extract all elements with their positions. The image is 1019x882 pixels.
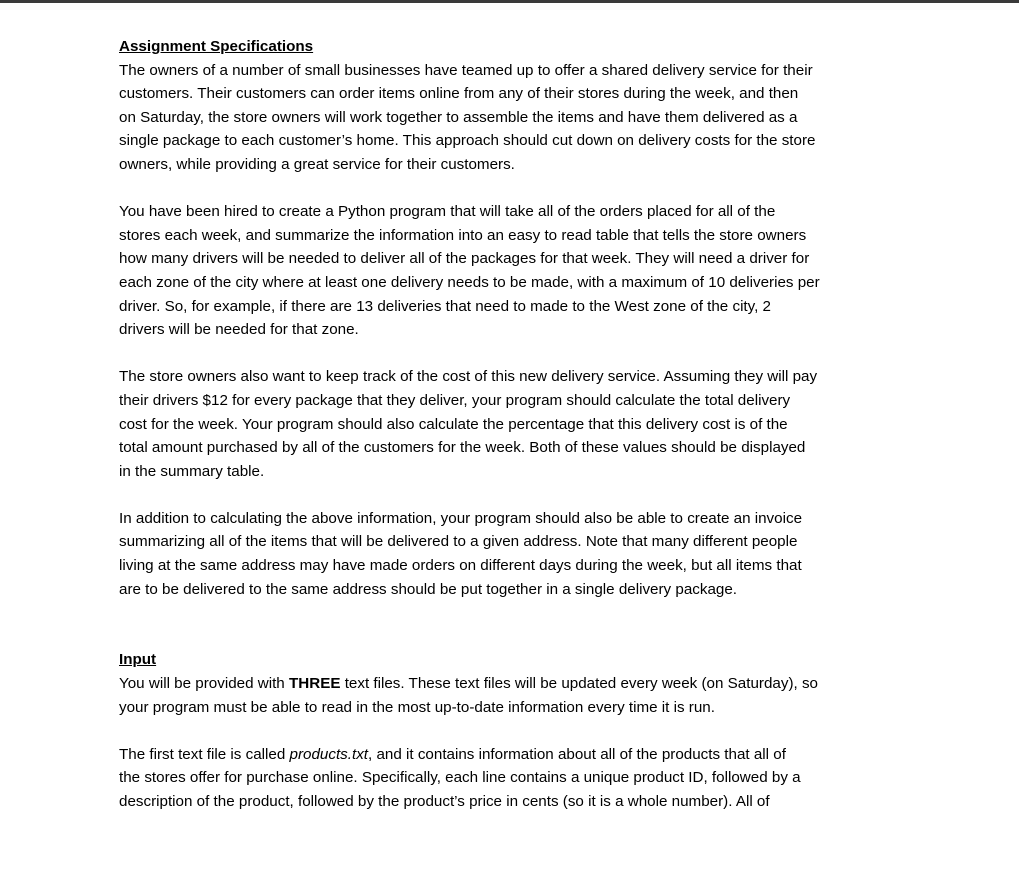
- text-line: In addition to calculating the above information, your program should also be able to create an invoice: [119, 509, 803, 527]
- assignment-paragraph-3: [119, 365, 909, 483]
- text-line: on Saturday, the store owners will work together to assemble the items and have them delivered as a: [119, 108, 798, 126]
- text-line: your program must be able to read in the most up-to-date information every time it is run.: [119, 698, 715, 716]
- text-line: in the summary table.: [119, 462, 265, 480]
- paragraph-spacer: [119, 342, 909, 366]
- filename-text: products.txt: [289, 745, 369, 763]
- bold-text: THREE: [288, 675, 341, 693]
- text-line: The owners of a number of small businesses have teamed up to offer a shared delivery service for their: [119, 61, 813, 79]
- text-line: their drivers $12 for every package that they deliver, your program should calculate the total delivery: [119, 391, 791, 409]
- text-line: total amount purchased by all of the customers for the week. Both of these values should be displayed: [119, 439, 806, 457]
- text-line: cost for the week. Your program should also calculate the percentage that this delivery cost is of the: [119, 415, 788, 433]
- text-line: owners, while providing a great service for their customers.: [119, 155, 515, 173]
- document-page: [119, 35, 909, 814]
- text-line: drivers will be needed for that zone.: [119, 321, 359, 339]
- assignment-heading: Assignment Specifications: [119, 38, 314, 55]
- paragraph-spacer: [119, 483, 909, 507]
- assignment-paragraph-1: [119, 59, 909, 177]
- text-run: You will be provided with: [119, 675, 289, 693]
- text-line: description of the product, followed by the product’s price in cents (so it is a whole number). All of: [119, 793, 770, 810]
- input-heading: Input: [119, 651, 157, 669]
- text-line: driver. So, for example, if there are 13 deliveries that need to made to the West zone of the city, 2: [119, 297, 772, 315]
- assignment-paragraph-2: [119, 200, 909, 342]
- assignment-paragraph-4: [119, 507, 909, 601]
- text-line: the stores offer for purchase online. Specifically, each line contains a unique product ID, followed by a: [119, 769, 801, 787]
- text-line: You have been hired to create a Python program that will take all of the orders placed for all of the: [119, 203, 776, 221]
- text-run: text files. These text files will be updated every week (on Saturday), so: [340, 675, 818, 693]
- text-line: summarizing all of the items that will be delivered to a given address. Note that many different people: [119, 533, 798, 551]
- input-paragraph-1: [119, 672, 909, 719]
- text-line: The store owners also want to keep track of the cost of this new delivery service. Assuming they will pay: [119, 368, 818, 386]
- text-line: [119, 743, 909, 767]
- text-line: stores each week, and summarize the information into an easy to read table that tells the store owners: [119, 226, 807, 244]
- top-border: [0, 0, 1019, 3]
- text-line: customers. Their customers can order items online from any of their stores during the week, and then: [119, 85, 799, 103]
- paragraph-spacer: [119, 719, 909, 743]
- text-line: single package to each customer’s home. This approach should cut down on delivery costs for the store: [119, 132, 816, 150]
- paragraph-spacer: [119, 177, 909, 201]
- text-run: The first text file is called: [119, 745, 290, 763]
- text-line: living at the same address may have made orders on different days during the week, but all items that: [119, 557, 802, 575]
- text-line: [119, 672, 909, 696]
- text-line: are to be delivered to the same address should be put together in a single delivery package.: [119, 580, 738, 598]
- text-line: how many drivers will be needed to deliver all of the packages for that week. They will need a driver for: [119, 250, 810, 268]
- section-spacer: [119, 601, 909, 648]
- text-run: , and it contains information about all of the products that all of: [368, 745, 786, 763]
- input-paragraph-2: [119, 743, 909, 814]
- text-line: each zone of the city where at least one delivery needs to be made, with a maximum of 10 deliveries per: [119, 273, 820, 291]
